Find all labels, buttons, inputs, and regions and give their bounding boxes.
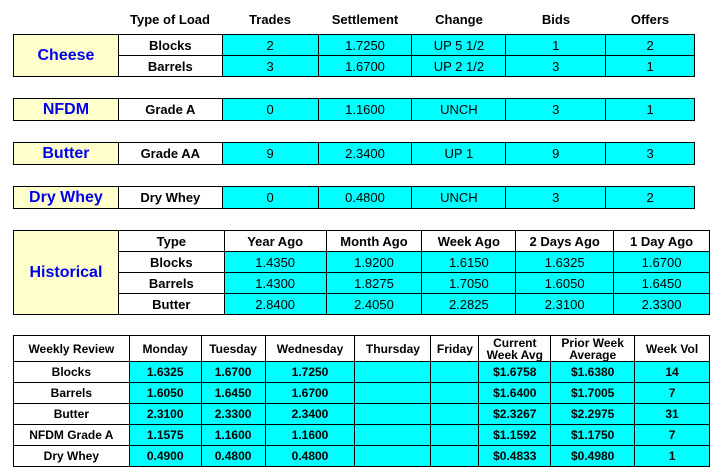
tuesday-value: 0.4800 (201, 446, 265, 467)
wednesday-value: 2.3400 (265, 404, 355, 425)
table-row (14, 404, 710, 425)
cheese-label: Cheese (14, 35, 119, 77)
drywhey-table (13, 186, 695, 209)
hist-header-year-ago: Year Ago (224, 231, 326, 252)
week-vol-value: 7 (635, 383, 710, 404)
thursday-value (355, 362, 431, 383)
tuesday-value: 1.1600 (201, 425, 265, 446)
tuesday-value: 1.6700 (201, 362, 265, 383)
table-row (14, 425, 710, 446)
tuesday-value: 2.3300 (201, 404, 265, 425)
table-row (14, 446, 710, 467)
table-row (14, 35, 695, 56)
weekly-header-friday: Friday (431, 336, 479, 362)
year-ago-value: 2.8400 (224, 294, 326, 315)
wednesday-value: 1.1600 (265, 425, 355, 446)
weekly-review-table (13, 335, 710, 467)
trades-value: 0 (222, 187, 318, 209)
change-value: UNCH (412, 187, 506, 209)
two-days-ago-value: 1.6050 (516, 273, 614, 294)
week-vol-value: 1 (635, 446, 710, 467)
change-value: UP 2 1/2 (412, 56, 506, 77)
butter-table (13, 142, 695, 165)
offers-value: 3 (606, 143, 695, 165)
nfdm-label: NFDM (14, 99, 119, 121)
weekly-row-name: NFDM Grade A (14, 425, 130, 446)
offers-value: 1 (606, 56, 695, 77)
month-ago-value: 1.8275 (326, 273, 422, 294)
historical-table (13, 230, 710, 315)
row-type: Barrels (118, 56, 222, 77)
weekly-row-name: Barrels (14, 383, 130, 404)
friday-value (431, 425, 479, 446)
week-ago-value: 1.6150 (422, 252, 516, 273)
offers-value: 2 (606, 35, 695, 56)
table-row (14, 273, 710, 294)
row-type: Barrels (118, 273, 224, 294)
offers-value: 1 (606, 99, 695, 121)
thursday-value (355, 446, 431, 467)
table-row (14, 383, 710, 404)
current-week-avg-value: $1.6758 (479, 362, 551, 383)
hist-header-week-ago: Week Ago (422, 231, 516, 252)
wednesday-value: 0.4800 (265, 446, 355, 467)
bids-value: 3 (506, 99, 606, 121)
prior-week-average-value: $2.2975 (551, 404, 635, 425)
weekly-header-thursday: Thursday (355, 336, 431, 362)
bids-value: 3 (506, 56, 606, 77)
monday-value: 1.6325 (129, 362, 201, 383)
table-row (14, 187, 695, 209)
hist-header-1-day-ago: 1 Day Ago (614, 231, 710, 252)
monday-value: 1.6050 (129, 383, 201, 404)
settlement-value: 1.6700 (318, 56, 412, 77)
header-trades: Trades (249, 12, 291, 27)
header-bids: Bids (541, 12, 571, 27)
tuesday-value: 1.6450 (201, 383, 265, 404)
trades-value: 3 (222, 56, 318, 77)
row-type: Grade AA (118, 143, 222, 165)
drywhey-label: Dry Whey (14, 187, 119, 209)
bids-value: 3 (506, 187, 606, 209)
thursday-value (355, 404, 431, 425)
prior-week-average-value: $1.6380 (551, 362, 635, 383)
butter-label: Butter (14, 143, 119, 165)
table-row (14, 231, 710, 252)
table-row (14, 336, 710, 362)
weekly-header-tuesday: Tuesday (201, 336, 265, 362)
month-ago-value: 2.4050 (326, 294, 422, 315)
two-days-ago-value: 2.3100 (516, 294, 614, 315)
thursday-value (355, 383, 431, 404)
week-ago-value: 1.7050 (422, 273, 516, 294)
current-week-avg-value: $1.6400 (479, 383, 551, 404)
prior-week-average-value: $1.7005 (551, 383, 635, 404)
bids-value: 1 (506, 35, 606, 56)
month-ago-value: 1.9200 (326, 252, 422, 273)
table-row (14, 143, 695, 165)
trades-value: 9 (222, 143, 318, 165)
one-day-ago-value: 2.3300 (614, 294, 710, 315)
friday-value (431, 404, 479, 425)
cheese-table (13, 34, 695, 77)
year-ago-value: 1.4350 (224, 252, 326, 273)
trades-value: 2 (222, 35, 318, 56)
current-week-avg-value: $0.4833 (479, 446, 551, 467)
row-type: Blocks (118, 252, 224, 273)
week-vol-value: 7 (635, 425, 710, 446)
friday-value (431, 383, 479, 404)
one-day-ago-value: 1.6450 (614, 273, 710, 294)
prior-week-average-value: $1.1750 (551, 425, 635, 446)
one-day-ago-value: 1.6700 (614, 252, 710, 273)
hist-header-2-days-ago: 2 Days Ago (516, 231, 614, 252)
weekly-row-name: Butter (14, 404, 130, 425)
offers-value: 2 (606, 187, 695, 209)
monday-value: 1.1575 (129, 425, 201, 446)
monday-value: 0.4900 (129, 446, 201, 467)
table-row (14, 99, 695, 121)
weekly-header-current-week-avg: Current Week Avg (479, 336, 551, 362)
thursday-value (355, 425, 431, 446)
header-offers: Offers (630, 12, 670, 27)
settlement-value: 0.4800 (318, 187, 412, 209)
current-week-avg-value: $2.3267 (479, 404, 551, 425)
table-row (14, 252, 710, 273)
two-days-ago-value: 1.6325 (516, 252, 614, 273)
change-value: UP 5 1/2 (412, 35, 506, 56)
week-vol-value: 14 (635, 362, 710, 383)
historical-label: Historical (14, 231, 119, 315)
week-ago-value: 2.2825 (422, 294, 516, 315)
table-row (14, 294, 710, 315)
weekly-header-monday: Monday (129, 336, 201, 362)
row-type: Butter (118, 294, 224, 315)
year-ago-value: 1.4300 (224, 273, 326, 294)
hist-header-type: Type (118, 231, 224, 252)
header-change: Change (435, 12, 483, 27)
friday-value (431, 362, 479, 383)
nfdm-table (13, 98, 695, 121)
row-type: Blocks (118, 35, 222, 56)
settlement-value: 2.3400 (318, 143, 412, 165)
monday-value: 2.3100 (129, 404, 201, 425)
current-week-avg-value: $1.1592 (479, 425, 551, 446)
change-value: UNCH (412, 99, 506, 121)
row-type: Grade A (118, 99, 222, 121)
weekly-header-prior-week-average: Prior Week Average (551, 336, 635, 362)
hist-header-month-ago: Month Ago (326, 231, 422, 252)
header-type-of-load: Type of Load (130, 12, 210, 27)
settlement-value: 1.7250 (318, 35, 412, 56)
wednesday-value: 1.7250 (265, 362, 355, 383)
row-type: Dry Whey (118, 187, 222, 209)
table-row (14, 362, 710, 383)
weekly-row-name: Blocks (14, 362, 130, 383)
weekly-row-name: Dry Whey (14, 446, 130, 467)
friday-value (431, 446, 479, 467)
week-vol-value: 31 (635, 404, 710, 425)
change-value: UP 1 (412, 143, 506, 165)
wednesday-value: 1.6700 (265, 383, 355, 404)
weekly-header-label: Weekly Review (14, 336, 130, 362)
trades-value: 0 (222, 99, 318, 121)
weekly-header-wednesday: Wednesday (265, 336, 355, 362)
prior-week-average-value: $0.4980 (551, 446, 635, 467)
bids-value: 9 (506, 143, 606, 165)
weekly-header-week-vol: Week Vol (635, 336, 710, 362)
header-settlement: Settlement (331, 12, 399, 27)
settlement-value: 1.1600 (318, 99, 412, 121)
